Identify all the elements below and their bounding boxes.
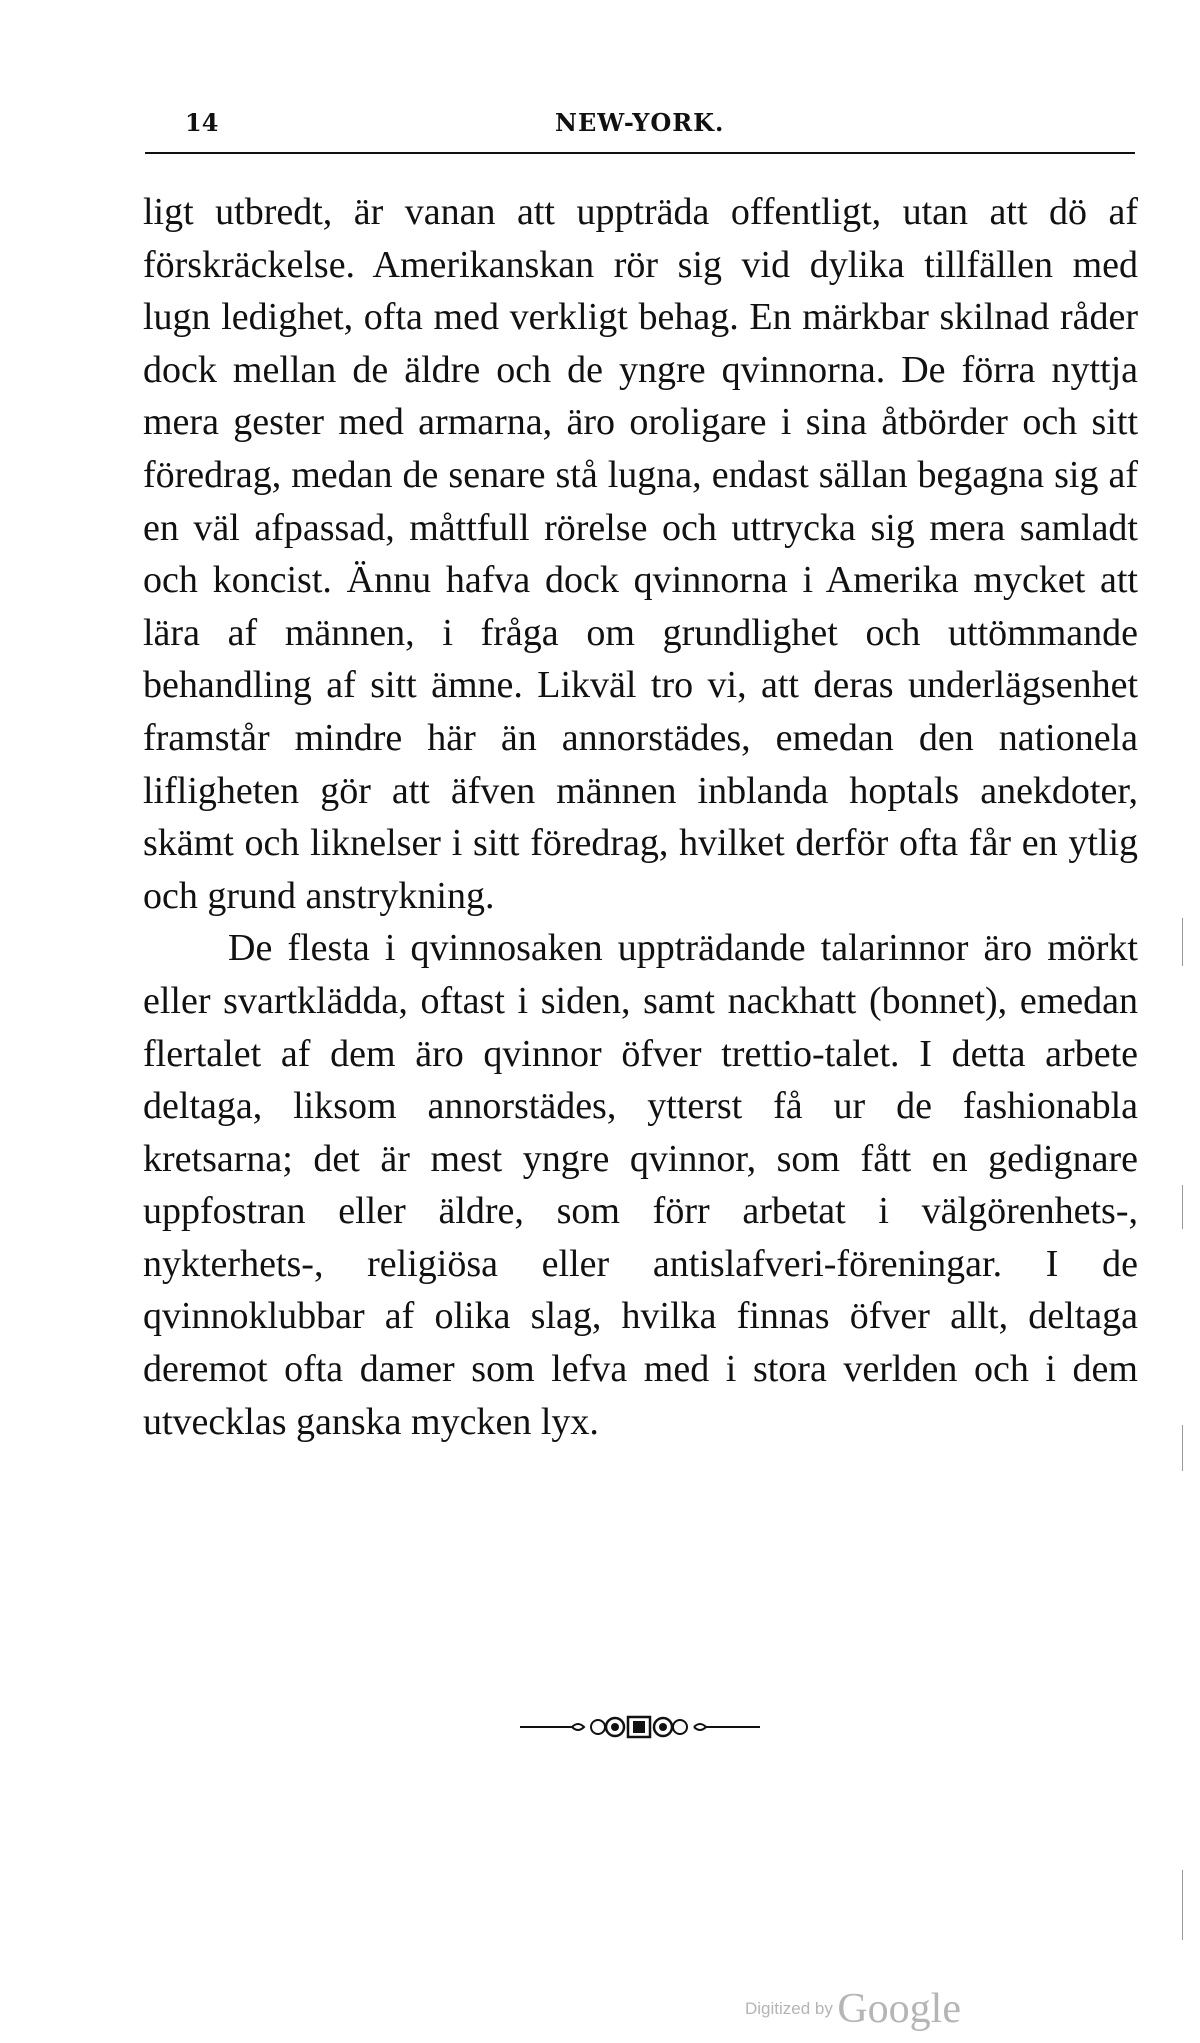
page-number: 14 xyxy=(185,108,219,137)
running-title: NEW-YORK. xyxy=(555,108,725,137)
header-rule xyxy=(145,152,1135,154)
paragraph: De flesta i qvinnosaken uppträdande talarinnor äro mörkt eller svartklädda, oftast i siden, samt nackhatt (bonnet), emedan flertalet af dem äro qvinnor öfver trettio-talet. I detta arbete deltaga, liksom annorstädes, ytterst få ur de fashionabla kretsarna; det är mest yngre qvinnor, som fått en gedignare uppfostran eller äldre, som förr arbetat i välgörenhets-, nykterhets-, religiösa eller antislafveri-föreningar. I de qvinnoklubbar af olika slag, hvilka finnas öfver allt, deltaga deremot ofta damer som lefva med i stora verlden och i dem utvecklas ganska mycken lyx. xyxy=(143,927,1138,1443)
digitized-by-google-watermark xyxy=(745,1985,961,2032)
watermark-brand: Google xyxy=(837,1986,961,2032)
margin-mark xyxy=(1182,1185,1183,1229)
paragraph-continued: ligt utbredt, är vanan att uppträda offentligt, utan att dö af förskräckelse. Amerikanskan rör sig vid dylika tillfällen med lugn ledighet, ofta med verkligt behag. En märkbar skilnad råder dock mellan de äldre och de yngre qvinnorna. De förra nyttja mera gester med armarna, äro oroligare i sina åtbörder och sitt föredrag, medan de senare stå lugna, endast sällan begagna sig af en väl afpassad, måttfull rörelse och uttrycka sig mera samladt och koncist. Ännu hafva dock qvinnorna i Amerika mycket att lära af männen, i fråga om grundlighet och uttömmande behandling af sitt ämne. Likväl tro vi, att deras underlägsenhet framstår mindre här än annorstädes, emedan den nationela lifligheten gör att äfven männen inblanda hoptals anekdoter, skämt och liknelser i sitt föredrag, hvilket derför ofta får en ytlig och grund anstrykning. xyxy=(143,191,1138,917)
end-ornament-icon xyxy=(520,1712,760,1742)
margin-mark xyxy=(1182,1870,1183,1940)
margin-mark xyxy=(1182,1425,1183,1471)
body-text xyxy=(143,186,1138,1448)
margin-mark xyxy=(1182,918,1183,966)
watermark-prefix: Digitized by xyxy=(745,1999,833,2018)
running-header xyxy=(145,108,1135,148)
